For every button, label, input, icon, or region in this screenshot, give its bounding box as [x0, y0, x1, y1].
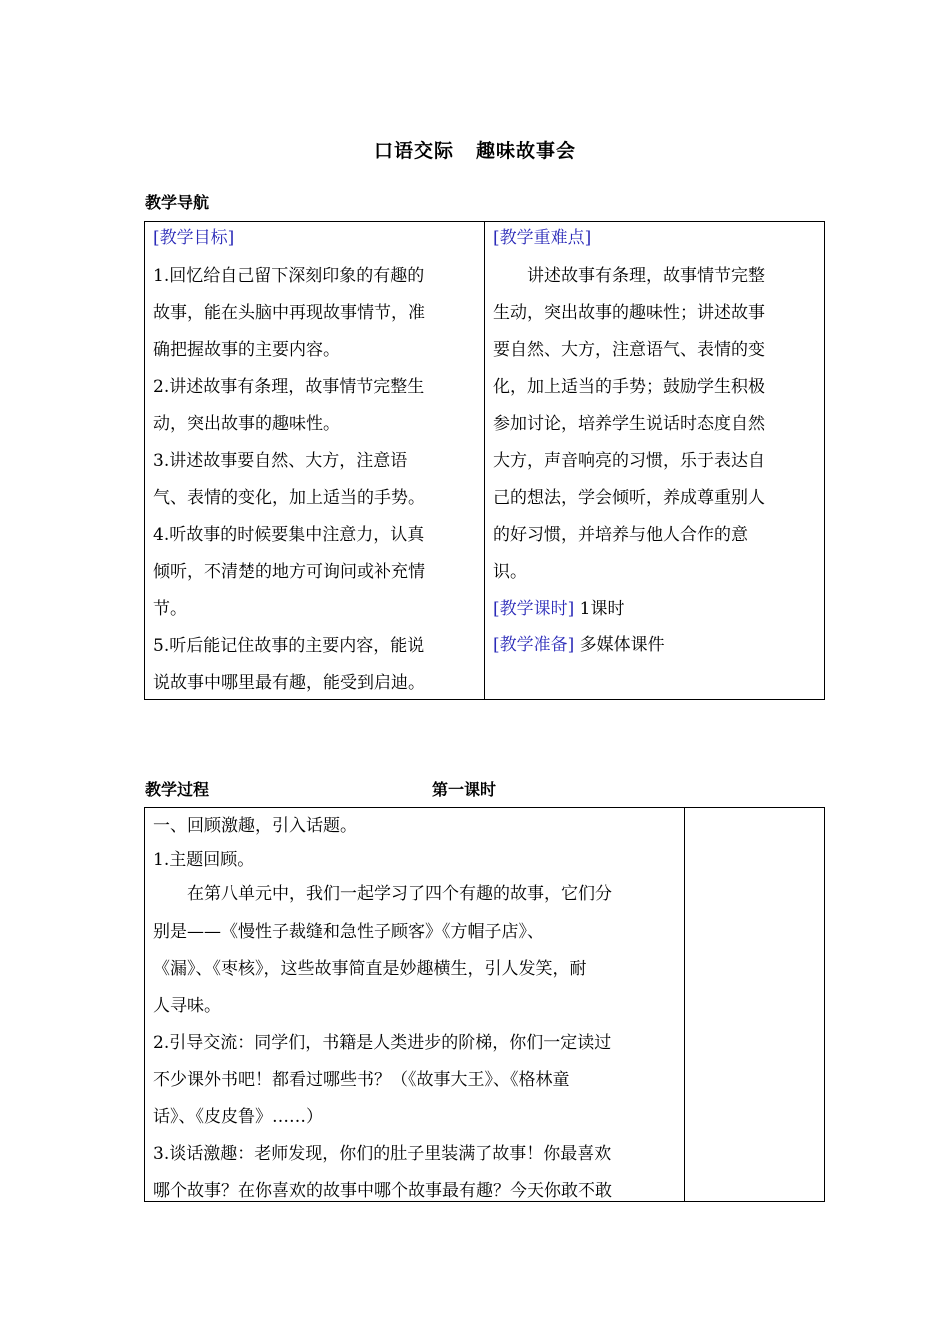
objectives-line: 倾听，不清楚的地方可询问或补充情: [153, 562, 425, 582]
process-line: 在第八单元中，我们一起学习了四个有趣的故事，它们分: [187, 884, 612, 904]
key-points-line: 大方，声音响亮的习惯，乐于表达自: [493, 451, 765, 471]
key-points-line: 讲述故事有条理，故事情节完整: [527, 266, 765, 286]
objectives-line: 节。: [153, 599, 187, 619]
key-points-line: 识。: [493, 562, 527, 582]
key-points-line: 参加讨论，培养学生说话时态度自然: [493, 414, 765, 434]
objectives-line: 确把握故事的主要内容。: [153, 340, 340, 360]
key-points-cell: [485, 222, 825, 699]
objectives-line: 1.回忆给自己留下深刻印象的有趣的: [153, 266, 425, 286]
process-content-cell: [145, 808, 684, 1201]
title-part-1: 口语交际: [373, 140, 454, 162]
process-table: [144, 807, 825, 1202]
objectives-header: [教学目标]: [153, 228, 235, 248]
key-points-line: 生动，突出故事的趣味性；讲述故事: [493, 303, 765, 323]
objectives-cell: [145, 222, 484, 699]
key-points-line: 要自然、大方，注意语气、表情的变: [493, 340, 765, 360]
process-line: 一、回顾激趣，引入话题。: [153, 816, 357, 836]
process-line: 不少课外书吧！都看过哪些书？（《故事大王》、《格林童: [153, 1070, 570, 1090]
teaching-hours-value: 1课时: [579, 599, 625, 619]
teaching-prep: [493, 635, 665, 655]
teaching-hours: [493, 599, 625, 619]
key-points-line: 化，加上适当的手势；鼓励学生积极: [493, 377, 765, 397]
objectives-line: 气、表情的变化，加上适当的手势。: [153, 488, 425, 508]
process-line: 别是——《慢性子裁缝和急性子顾客》《方帽子店》、: [153, 922, 544, 942]
objectives-line: 4.听故事的时候要集中注意力，认真: [153, 525, 425, 545]
teaching-prep-value: 多媒体课件: [579, 635, 665, 655]
process-line: 2.引导交流：同学们，书籍是人类进步的阶梯，你们一定读过: [153, 1033, 612, 1053]
lesson-label: 第一课时: [432, 780, 497, 799]
teaching-hours-label: [教学课时]: [493, 599, 575, 619]
objectives-line: 5.听后能记住故事的主要内容，能说: [153, 636, 425, 656]
teaching-prep-label: [教学准备]: [493, 635, 575, 655]
key-points-line: 己的想法，学会倾听，养成尊重别人: [493, 488, 765, 508]
process-section-label: 教学过程: [145, 780, 210, 799]
process-line: 话》、《皮皮鲁》……）: [153, 1107, 323, 1127]
objectives-line: 3.讲述故事要自然、大方，注意语: [153, 451, 408, 471]
key-points-line: 的好习惯，并培养与他人合作的意: [493, 525, 748, 545]
process-line: 人寻味。: [153, 996, 221, 1016]
process-notes-cell: [685, 808, 825, 1201]
nav-table: [144, 221, 825, 700]
title-part-2: 趣味故事会: [476, 140, 577, 162]
process-line: 1.主题回顾。: [153, 850, 255, 870]
key-points-header: [教学重难点]: [493, 228, 592, 248]
nav-section-label: 教学导航: [145, 193, 210, 212]
objectives-line: 说故事中哪里最有趣，能受到启迪。: [153, 673, 425, 693]
objectives-line: 故事，能在头脑中再现故事情节，准: [153, 303, 425, 323]
process-line: 哪个故事？在你喜欢的故事中哪个故事最有趣？今天你敢不敢: [153, 1181, 612, 1201]
objectives-line: 2.讲述故事有条理，故事情节完整生: [153, 377, 425, 397]
objectives-line: 动，突出故事的趣味性。: [153, 414, 340, 434]
process-line: 《漏》、《枣核》，这些故事简直是妙趣横生，引人发笑，耐: [153, 959, 587, 979]
page-title: [0, 136, 950, 163]
process-line: 3.谈话激趣：老师发现，你们的肚子里装满了故事！你最喜欢: [153, 1144, 612, 1164]
